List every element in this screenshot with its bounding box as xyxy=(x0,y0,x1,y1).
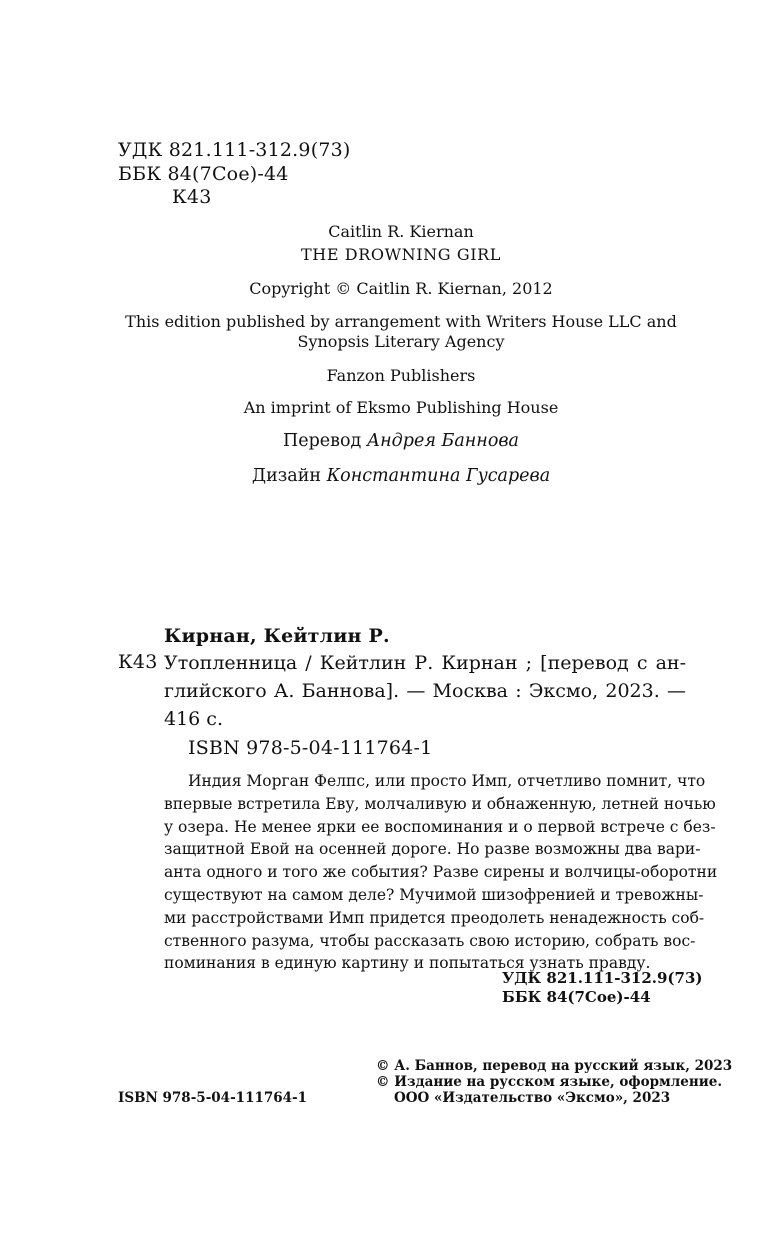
bbk-code: ББК 84(7Сое)-44 xyxy=(118,163,289,185)
copyright-line: Copyright © Caitlin R. Kiernan, 2012 xyxy=(249,279,553,298)
original-author: Caitlin R. Kiernan xyxy=(328,222,474,241)
catalog-line-1: Утопленница / Кейтлин Р. Кирнан ; [перевод с ан- xyxy=(164,652,686,674)
publisher-line: Fanzon Publishers xyxy=(326,366,476,385)
catalog-heading: Кирнан, Кейтлин Р. xyxy=(164,625,390,647)
annotation-line: поминания в единую картину и попытаться узнать правду. xyxy=(164,954,651,973)
catalog-citation xyxy=(164,649,686,733)
author-sign: К43 xyxy=(172,186,212,208)
designer-name: Константина Гусарева xyxy=(326,466,551,486)
catalog-line-3: 416 с. xyxy=(164,708,223,730)
annotation-line: у озера. Не менее ярки ее воспоминания и о первой встрече с без- xyxy=(164,817,716,836)
udk-code: УДК 821.111-312.9(73) xyxy=(118,139,351,161)
designer-credit xyxy=(0,466,768,486)
design-label: Дизайн xyxy=(251,466,322,486)
translation-label: Перевод xyxy=(282,431,362,451)
rights-line-3: ООО «Издательство «Эксмо», 2023 xyxy=(394,1090,671,1106)
annotation-line: защитной Евой на осенней дороге. Но разве возможны два вари- xyxy=(164,840,701,859)
edition-line-2: Synopsis Literary Agency xyxy=(297,332,505,351)
annotation-line: впервые встретила Еву, молчаливую и обнаженную, летней ночью xyxy=(164,794,716,813)
rights-line-2: © Издание на русском языке, оформление. xyxy=(376,1074,723,1090)
translator-credit xyxy=(0,431,768,451)
annotation-line: существуют на самом деле? Мучимой шизофренией и тревожны- xyxy=(164,885,704,904)
edition-line-1: This edition published by arrangement with Writers House LLC and xyxy=(125,312,677,331)
catalog-line-2: глийского А. Баннова]. — Москва : Эксмо, 2023. — xyxy=(164,680,686,702)
annotation-line: ственного разума, чтобы рассказать свою историю, собрать вос- xyxy=(164,931,696,950)
annotation-line: ми расстройствами Имп придется преодолеть ненадежность соб- xyxy=(164,908,705,927)
annotation-line: анта одного и того же события? Разве сирены и волчицы-оборотни xyxy=(164,863,718,882)
translator-name: Андрея Баннова xyxy=(366,431,519,451)
bottom-bbk: ББК 84(7Сое)-44 xyxy=(502,988,651,1006)
annotation-paragraph xyxy=(164,770,718,975)
catalog-isbn: ISBN 978-5-04-111764-1 xyxy=(188,737,433,759)
catalog-sign: К43 xyxy=(118,651,158,673)
rights-line-1: © А. Баннов, перевод на русский язык, 2023 xyxy=(376,1058,733,1074)
annotation-line: Индия Морган Фелпс, или просто Имп, отчетливо помнит, что xyxy=(188,772,706,790)
imprint-line: An imprint of Eksmo Publishing House xyxy=(243,398,559,417)
footer-isbn: ISBN 978-5-04-111764-1 xyxy=(118,1090,308,1106)
bottom-udk: УДК 821.111-312.9(73) xyxy=(502,969,703,987)
original-title: THE DROWNING GIRL xyxy=(301,245,501,264)
